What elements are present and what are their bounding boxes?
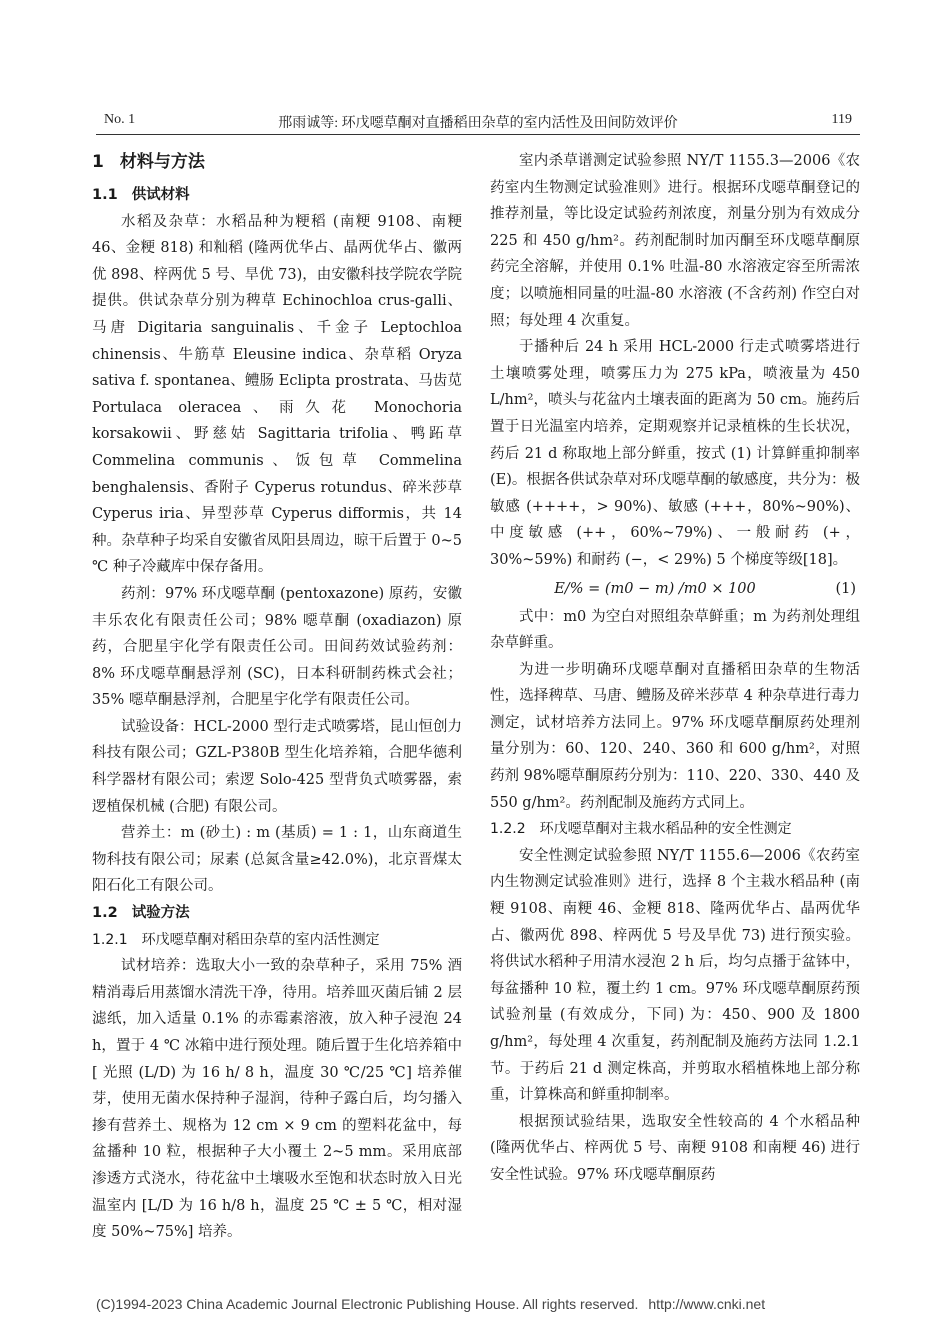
section-heading-1-1: 1.1 供试材料: [92, 187, 190, 203]
equation-number: (1): [835, 580, 856, 597]
right-column: [490, 148, 860, 1189]
paragraph-weed-spectrum: 室内杀草谱测定试验参照 NY/T 1155.3—2006《农药室内生物测定试验准则》进行。根据环戊噁草酮登记的推荐剂量，等比设定试验药剂浓度，剂量分别为有效成分 225 和 450 g/hm²。药剂配制时加丙酮至环戊噁草酮原药完全溶解，并使用 0.1% 吐温-80 水溶液定容至所需浓度；以喷施相同量的吐温-80 水溶液 (不含药剂) 作空白对照；每处理 4 次重复。: [490, 153, 860, 329]
paragraph-culture: 试材培养：选取大小一致的杂草种子，采用 75% 酒精消毒后用蒸馏水清洗干净，待用。培养皿灭菌后铺 2 层滤纸，加入适量 0.1% 的赤霉素溶液，放入种子浸泡 24 h，置于 4 ℃ 冰箱中进行预处理。随后置于生化培养箱中 [ 光照 (L/D) 为 16 h/ 8 h，温度 30 ℃/25 ℃] 培养催芽，使用无菌水保持种子湿润，待种子露白后，均匀播入掺有营养土、规格为 12 cm × 9 cm 的塑料花盆中，每盆播种 10 粒，根据种子大小覆土 2~5 mm。采用底部渗透方式浇水，待花盆中土壤吸水至饱和状态时放入日光温室内 [L/D 为 16 h/8 h，温度 25 ℃ ± 5 ℃，相对湿度 50%~75%] 培养。: [92, 958, 462, 1241]
cnki-link[interactable]: http://www.cnki.net: [648, 1296, 766, 1312]
paragraph-rice-weeds: 水稻及杂草：水稻品种为粳稻 (南粳 9108、南粳 46、金粳 818) 和籼稻 (隆两优华占、晶两优华占、徽两优 898、梓两优 5 号、旱优 73)，由安徽科技学院农学院提供。供试杂草分别为稗草 Echinochloa crus-galli、马唐 Digitaria sanguinalis、千金子 Leptochloa chinensis、牛筋草 Eleusine indica、杂草稻 Oryza sativa f. spontanea、鳢肠 Eclipta prostrata、马齿苋 Portulaca oleracea、雨久花 Monochoria korsakowii、野慈姑 Sagittaria trifolia、鸭跖草 Commelina communis、饭包草 Commelina benghalensis、香附子 Cyperus rotundus、碎米莎草 Cyperus iria、异型莎草 Cyperus difformis，共 14 种。杂草种子均采自安徽省凤阳县周边，晾干后置于 0~5 ℃ 种子冷藏库中保存备用。: [92, 213, 462, 576]
copyright-text: (C)1994-2023 China Academic Journal Electronic Publishing House. All rights reserved.: [96, 1296, 639, 1312]
journal-issue: No. 1: [104, 112, 136, 127]
section-heading-1: 1 材料与方法: [92, 152, 205, 172]
paragraph-selection: 根据预试验结果，选取安全性较高的 4 个水稻品种 (隆两优华占、梓两优 5 号、南粳 9108 和南粳 46) 进行安全性试验。97% 环戊噁草酮原药: [490, 1113, 860, 1183]
paragraph-equipment: 试验设备：HCL-2000 型行走式喷雾塔，昆山恒创力科技有限公司；GZL-P380B 型生化培养箱，合肥华德利科学器材有限公司；索逻 Solo-425 型背负式喷雾器，索逻植保机械 (合肥) 有限公司。: [92, 718, 462, 815]
copyright-footer: [96, 1296, 765, 1312]
equation-1: [490, 574, 860, 604]
section-heading-1-2-1: 1.2.1 环戊噁草酮对稻田杂草的室内活性测定: [92, 931, 380, 948]
paragraph-where: 式中：m0 为空白对照组杂草鲜重；m 为药剂处理组杂草鲜重。: [490, 608, 860, 652]
left-column: [92, 148, 462, 1246]
page-number: 119: [831, 112, 852, 127]
paragraph-safety: 安全性测定试验参照 NY/T 1155.6—2006《农药室内生物测定试验准则》进行，选择 8 个主栽水稻品种 (南粳 9108、南粳 46、金粳 818、隆两优华占、晶两优华占、徽两优 898、梓两优 5 号及旱优 73) 进行预实验。将供试水稻种子用清水浸泡 2 h 后，均匀点播于盆钵中，每盆播种 10 粒，覆土约 1 cm。97% 环戊噁草酮原药预试验剂量 (有效成分，下同) 为：450、900 及 1800 g/hm²，每处理 4 次重复，药剂配制及施药方法同 1.2.1 节。于药后 21 d 测定株高，并剪取水稻植株地上部分称重，计算株高和鲜重抑制率。: [490, 847, 860, 1104]
running-title: 邢雨诚等: 环戊噁草酮对直播稻田杂草的室内活性及田间防效评价: [278, 116, 678, 131]
paragraph-spray: 于播种后 24 h 采用 HCL-2000 行走式喷雾塔进行土壤喷雾处理，喷雾压力为 275 kPa，喷液量为 450 L/hm²，喷头与花盆内土壤表面的距离为 50 cm。施药后置于日光温室内培养，定期观察并记录植株的生长状况，药后 21 d 称取地上部分鲜重，按式 (1) 计算鲜重抑制率 (E)。根据各供试杂草对环戊噁草酮的敏感度，共分为：极敏感 (++++，> 90%)、敏感 (+++，80%~90%)、中度敏感 (++，60%~79%)、一般耐药 (+，30%~59%) 和耐药 (−，< 29%) 5 个梯度等级[18]。: [490, 339, 860, 568]
paragraph-soil: 营养土：m (砂土) : m (基质) = 1 : 1，山东商道生物科技有限公司；尿素 (总氮含量≥42.0%)，北京晋煤太阳石化工有限公司。: [92, 825, 462, 895]
section-heading-1-2-2: 1.2.2 环戊噁草酮对主栽水稻品种的安全性测定: [490, 821, 792, 838]
paragraph-toxicity: 为进一步明确环戊噁草酮对直播稻田杂草的生物活性，选择稗草、马唐、鳢肠及碎米莎草 4 种杂草进行毒力测定，试材培养方法同上。97% 环戊噁草酮原药处理剂量分别为：60、120、240、360 和 600 g/hm²，对照药剂 98%噁草酮原药分别为：110、220、330、440 及 550 g/hm²。药剂配制及施药方式同上。: [490, 661, 860, 811]
equation-expression: E/% = (m0 − m) /m0 × 100: [554, 580, 756, 597]
paragraph-reagents: 药剂：97% 环戊噁草酮 (pentoxazone) 原药，安徽丰乐农化有限责任公司；98% 噁草酮 (oxadiazon) 原药，合肥星宇化学有限责任公司。田间药效试验药剂：8% 环戊噁草酮悬浮剂 (SC)，日本科研制药株式会社；35% 噁草酮悬浮剂，合肥星宇化学有限责任公司。: [92, 585, 462, 709]
section-heading-1-2: 1.2 试验方法: [92, 905, 190, 922]
header-rule: [96, 134, 860, 135]
